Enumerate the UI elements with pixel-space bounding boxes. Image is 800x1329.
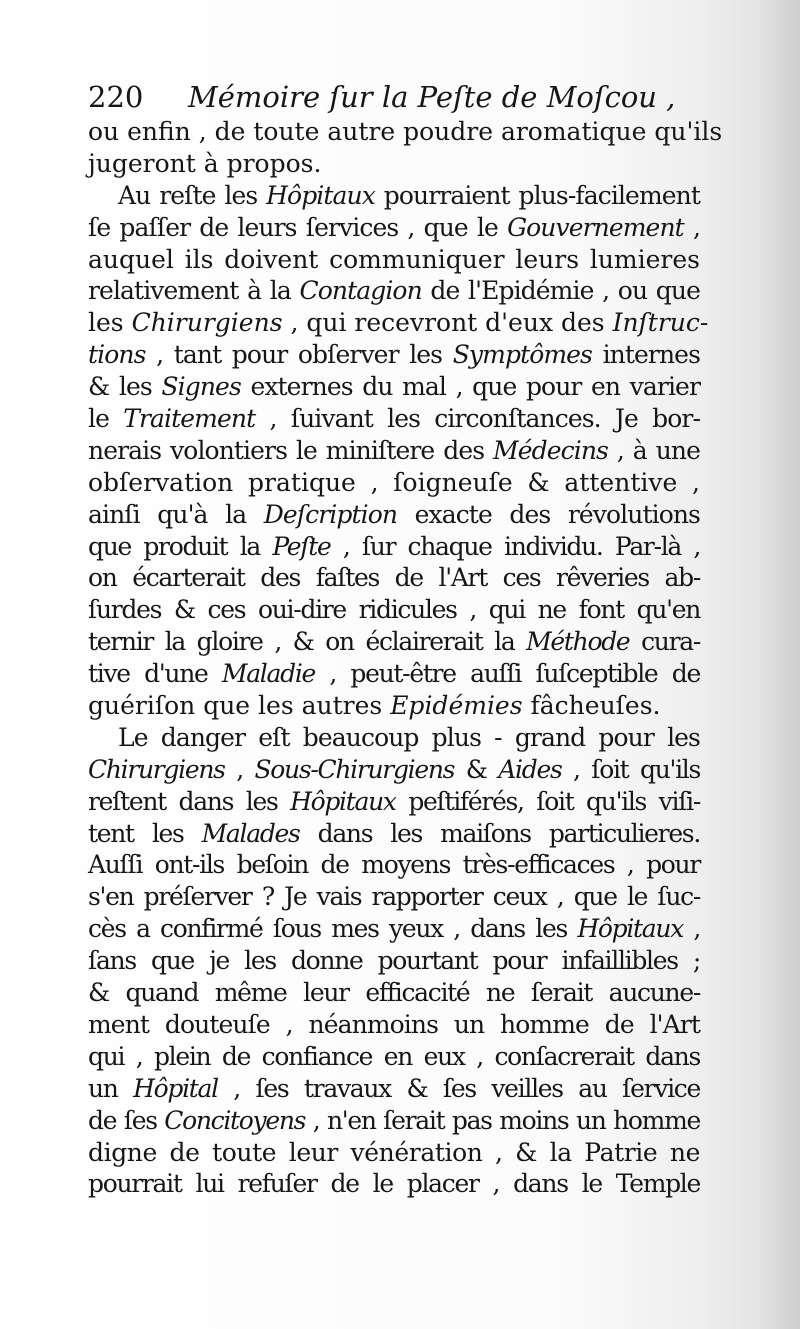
- text-segment: fâcheuſes.: [522, 691, 661, 721]
- text-line: [88, 1105, 700, 1137]
- text-line: [88, 1168, 700, 1200]
- text-line: [88, 212, 700, 244]
- text-line: [88, 818, 700, 850]
- text-line: [88, 594, 700, 626]
- text-segment: Auſſi ont-ils beſoin de moyens très-efficaces , pour: [88, 850, 700, 880]
- italic-text: Médecins: [493, 435, 608, 465]
- text-segment: externes du mal , que pour en varier: [240, 372, 701, 402]
- italic-text: Hôpitaux: [290, 786, 396, 816]
- italic-text: Concitoyens: [164, 1105, 306, 1135]
- text-line: [88, 467, 700, 499]
- page-number: 220: [88, 80, 144, 114]
- text-line: [88, 690, 700, 722]
- text-line: [88, 435, 700, 467]
- italic-text: Maladie: [221, 659, 316, 689]
- italic-text: Hôpital: [133, 1073, 218, 1103]
- text-segment: ſans que je les donne pourtant pour infaillibles ;: [88, 946, 700, 976]
- running-title: Mémoire ſur la Peſte de Moſcou ,: [188, 80, 676, 114]
- italic-text: Méthode: [526, 627, 630, 657]
- italic-text: Traitement: [123, 404, 256, 434]
- text-segment: ou enfin , de toute autre poudre aromatique qu'ils: [88, 117, 723, 146]
- italic-text: Epidémies: [390, 691, 523, 721]
- text-segment: reſtent dans les: [88, 786, 291, 816]
- text-line: [88, 945, 700, 977]
- text-line: [88, 881, 700, 913]
- text-segment: ,: [224, 754, 255, 784]
- text-segment: Au reſte les: [118, 180, 267, 210]
- text-segment: ſe paſſer de leurs ſervices , que le: [88, 212, 508, 242]
- italic-text: Contagion: [299, 276, 422, 306]
- text-segment: pourraient plus-facilement: [374, 180, 700, 210]
- italic-text: Deſcription: [263, 499, 398, 529]
- text-line: [88, 786, 700, 818]
- text-line: [88, 722, 700, 754]
- italic-text: Chirurgiens: [88, 754, 225, 784]
- italic-text: Gouvernement: [507, 212, 684, 242]
- text-line: [88, 1041, 700, 1073]
- text-segment: cura-: [629, 627, 700, 657]
- text-segment: pourrait lui refuſer de le placer , dans le Temple: [88, 1169, 700, 1199]
- text-line: [88, 531, 700, 563]
- text-line: [88, 562, 700, 594]
- text-segment: s'en préſerver ? Je vais rapporter ceux , que le ſuc-: [88, 882, 700, 912]
- text-segment: & les: [88, 372, 162, 402]
- text-segment: exacte des révolutions: [397, 499, 700, 529]
- text-segment: jugeront à propos.: [88, 148, 322, 178]
- text-segment: le: [88, 404, 124, 434]
- text-segment: peſtiférés, ſoit qu'ils viſi-: [395, 786, 700, 816]
- text-segment: , peut-être auſſi ſuſceptible de: [315, 659, 700, 689]
- text-line: [88, 148, 700, 180]
- italic-text: Inſtruc-: [612, 308, 709, 338]
- text-line: [88, 1137, 700, 1169]
- text-line: [88, 849, 700, 881]
- text-segment: cès a confirmé ſous mes yeux , dans les: [88, 914, 578, 944]
- text-segment: , ſoit qu'ils: [561, 754, 701, 784]
- text-line: [88, 403, 700, 435]
- italic-text: Sous-Chirurgiens: [254, 754, 455, 784]
- text-segment: de ſes: [88, 1105, 165, 1135]
- text-line: [88, 754, 700, 786]
- italic-text: Chirurgiens: [131, 308, 283, 338]
- text-segment: & quand même leur efficacité ne ſerait aucune-: [88, 978, 700, 1008]
- text-segment: les: [88, 308, 132, 338]
- text-segment: qui , plein de confiance en eux , conſacrerait dans: [88, 1041, 700, 1071]
- text-segment: que produit la: [88, 531, 273, 561]
- text-segment: ,: [683, 212, 700, 242]
- text-segment: ment douteuſe , néanmoins un homme de l'Art: [88, 1009, 700, 1039]
- italic-text: tions: [88, 340, 146, 370]
- text-segment: auquel ils doivent communiquer leurs lumieres: [88, 244, 700, 274]
- page-edge-shadow: [758, 0, 800, 1329]
- text-segment: internes: [592, 340, 700, 370]
- text-segment: nerais volontiers le miniſtere des: [88, 435, 494, 465]
- text-line: [88, 371, 700, 403]
- italic-text: Aides: [498, 754, 562, 784]
- text-segment: tive d'une: [88, 659, 222, 689]
- text-segment: , n'en ſerait pas moins un homme: [305, 1105, 700, 1135]
- italic-text: Hôpitaux: [266, 180, 375, 210]
- text-line: [88, 626, 700, 658]
- italic-text: Malades: [201, 818, 300, 848]
- text-line: [88, 977, 700, 1009]
- text-segment: relativement à la: [88, 276, 300, 306]
- text-segment: ,: [683, 914, 701, 944]
- text-line: [88, 339, 700, 371]
- text-segment: on écarterait des faſtes de l'Art ces rêveries ab-: [88, 563, 700, 593]
- text-segment: , tant pour obſerver les: [145, 340, 453, 370]
- text-line: [88, 1009, 700, 1041]
- text-segment: ternir la gloire , & on éclairerait la: [88, 627, 527, 657]
- text-segment: guériſon que les autres: [88, 691, 391, 721]
- text-segment: de l'Epidémie , ou que: [421, 276, 700, 306]
- page-header: [88, 78, 698, 116]
- text-segment: ſurdes & ces oui-dire ridicules , qui ne font qu'en: [88, 595, 700, 625]
- text-segment: , à une: [607, 435, 700, 465]
- italic-text: Signes: [161, 372, 241, 402]
- text-segment: Le danger eſt beaucoup plus - grand pour les: [118, 722, 700, 752]
- text-segment: ainſi qu'à la: [88, 499, 264, 529]
- italic-text: Hôpitaux: [577, 914, 683, 944]
- text-line: [88, 307, 709, 339]
- text-line: [88, 180, 700, 212]
- text-line: [88, 913, 700, 945]
- text-segment: , ſuivant les circonſtances. Je bor-: [255, 404, 700, 434]
- text-segment: dans les maiſons particulieres.: [299, 818, 700, 848]
- italic-text: Peſte: [272, 531, 331, 561]
- text-segment: , qui recevront d'eux des: [282, 308, 613, 338]
- text-segment: digne de toute leur vénération , & la Patrie ne: [88, 1137, 700, 1167]
- text-line: [88, 244, 700, 276]
- text-line: [88, 1073, 700, 1105]
- text-segment: &: [454, 754, 499, 784]
- text-line: [88, 275, 700, 307]
- text-line: [88, 658, 700, 690]
- text-line: [88, 499, 700, 531]
- body-text: [88, 116, 723, 1200]
- text-segment: tent les: [88, 818, 202, 848]
- text-segment: un: [88, 1073, 134, 1103]
- text-segment: obſervation pratique , ſoigneuſe & attentive ,: [88, 467, 700, 497]
- italic-text: Symptômes: [452, 340, 592, 370]
- text-segment: , ſur chaque individu. Par-là ,: [330, 531, 701, 561]
- text-line: [88, 116, 723, 148]
- text-segment: , ſes travaux & ſes veilles au ſervice: [217, 1073, 701, 1103]
